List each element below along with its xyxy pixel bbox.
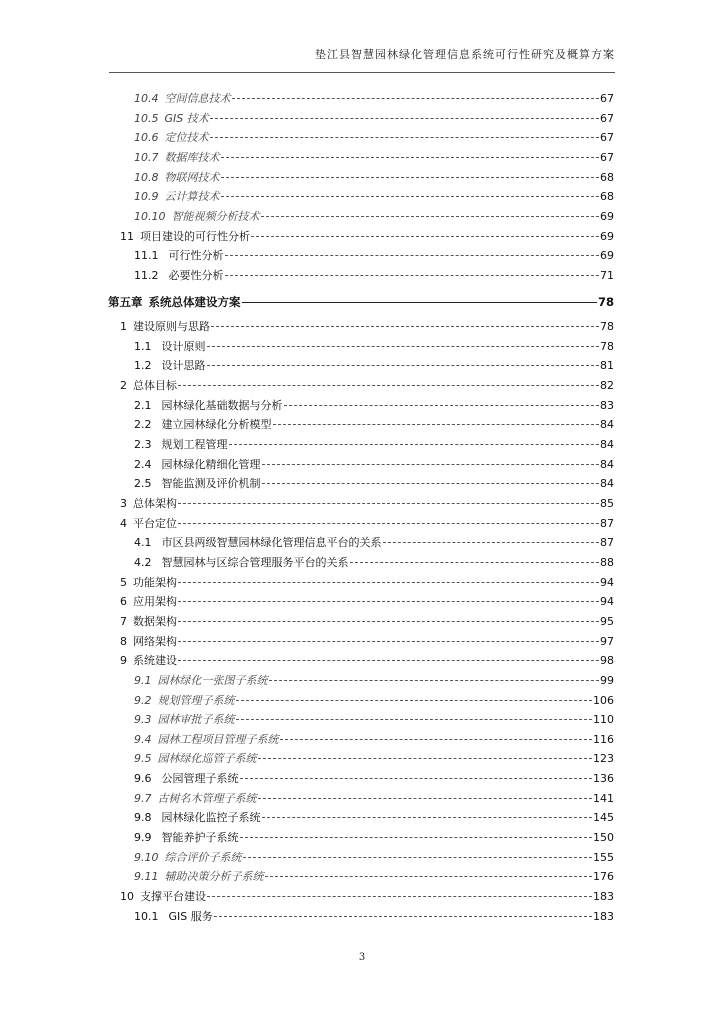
page-number: 3 [358,952,366,963]
toc-entry-title: 云计算技术 [164,190,220,204]
toc-entry-title: 空间信息技术 [164,92,231,105]
toc-entry[interactable] [134,269,614,283]
toc-entry-page: 88 [600,555,614,569]
toc-entry-title: 功能架构 [133,575,177,589]
toc-entry-title: 设计思路 [161,359,206,373]
toc-entry-page: 183 [593,909,614,923]
toc-entry[interactable] [134,418,614,432]
toc-leader-line [273,424,600,425]
toc-entry[interactable] [134,674,614,688]
toc-leader-line [178,621,599,622]
toc-entry[interactable] [120,635,614,649]
toc-entry-title: 系统建设 [133,654,177,668]
toc-leader-line [236,719,593,720]
toc-leader-line [265,876,593,877]
toc-entry-title: 建设原则与思路 [133,320,210,334]
toc-entry-page: 95 [600,614,614,628]
toc-entry[interactable] [120,654,614,668]
toc-entry-page: 87 [600,536,614,550]
toc-entry-page: 67 [600,131,614,145]
toc-entry-number: 4 [120,516,127,530]
toc-leader-line [229,444,600,445]
toc-entry[interactable] [134,171,614,185]
toc-entry-title: 规划管理子系统 [157,693,235,707]
toc-entry-number: 10.10 [134,209,166,223]
toc-entry[interactable] [134,733,614,747]
toc-entry[interactable] [134,752,614,766]
toc-entry-title: 物联网技术 [164,170,220,184]
toc-entry-title: 定位技术 [164,131,209,145]
toc-entry-title: 总体目标 [133,379,177,393]
toc-entry-page: 69 [600,209,614,223]
toc-entry-page: 136 [593,772,614,786]
toc-entry-number: 9.11 [134,870,159,884]
toc-entry-page: 78 [597,294,614,309]
toc-entry-number: 6 [120,595,127,609]
toc-entry-number: 11 [120,229,134,243]
toc-entry-number: 10.8 [134,170,159,184]
toc-entry-title: 项目建设的可行性分析 [140,229,250,243]
toc-entry[interactable] [134,694,614,708]
toc-entry[interactable] [134,438,614,452]
toc-leader-line [269,680,600,681]
toc-leader-line [262,817,593,818]
toc-entry-title: 网络架构 [133,634,177,648]
toc-entry-number: 9.5 [134,752,152,766]
toc-leader-line [240,837,593,838]
toc-entry[interactable] [134,112,614,126]
toc-entry-number: 4.2 [134,555,152,569]
toc-entry[interactable] [134,131,614,145]
toc-leader-line [242,302,597,303]
toc-entry-title: 可行性分析 [168,249,224,263]
toc-entry-title: GIS 服务 [168,909,213,923]
toc-entry-title: 园林工程项目管理子系统 [157,732,279,746]
toc-entry-number: 10.5 [134,111,159,125]
toc-entry-title: GIS 技术 [164,111,209,125]
toc-entry-page: 69 [600,229,614,243]
toc-leader-line [261,216,600,217]
toc-entry[interactable] [120,379,614,393]
toc-entry[interactable] [134,870,614,884]
toc-leader-line [211,326,599,327]
toc-entry-title: 公园管理子系统 [161,772,239,786]
toc-entry[interactable] [120,890,614,904]
toc-entry-title: 总体架构 [133,497,177,510]
toc-entry-number: 9.6 [134,772,152,786]
toc-leader-line [178,385,599,386]
toc-entry-title: 综合评价子系统 [164,850,242,864]
toc-leader-line [207,896,592,897]
toc-leader-line [178,582,599,583]
toc-entry-page: 123 [593,752,614,766]
toc-entry-number: 9.4 [134,732,152,746]
toc-leader-line [258,758,593,759]
toc-entry-title: 智能监测及评价机制 [161,477,261,491]
toc-entry-number: 2.1 [134,398,152,412]
toc-entry[interactable] [134,792,614,806]
toc-entry[interactable] [134,359,614,373]
toc-entry-page: 98 [600,654,614,668]
toc-entry-number: 1 [120,320,127,334]
toc-leader-line [221,157,600,158]
toc-leader-line [280,739,593,740]
toc-entry[interactable] [120,320,614,334]
toc-entry[interactable] [134,210,614,224]
toc-entry[interactable] [134,399,614,413]
toc-entry-title: 园林绿化基础数据与分析 [161,398,283,412]
toc-entry[interactable] [134,92,614,106]
toc-entry-page: 97 [600,634,614,648]
toc-entry[interactable] [134,536,614,550]
toc-entry-page: 84 [600,477,614,491]
toc-entry-number: 3 [120,497,127,510]
toc-entry[interactable] [134,556,614,570]
toc-entry-title: 市区县两级智慧园林绿化管理信息平台的关系 [161,536,382,550]
toc-leader-line [225,275,600,276]
toc-entry-number: 2.5 [134,477,152,491]
toc-leader-line [207,346,600,347]
toc-entry-number: 9 [120,654,127,668]
toc-entry-page: 78 [600,320,614,334]
toc-entry-page: 99 [600,673,614,687]
header-divider [109,72,615,73]
toc-leader-line [210,137,600,138]
toc-entry[interactable] [134,340,614,354]
toc-entry-number: 9.9 [134,831,152,845]
toc-entry[interactable] [120,615,614,629]
toc-entry[interactable] [134,910,614,924]
toc-entry-page: 141 [593,791,614,805]
toc-entry[interactable] [120,517,614,531]
toc-leader-line [178,503,599,504]
toc-chapter-entry[interactable] [108,295,614,309]
toc-entry-title: 园林绿化巡管子系统 [157,752,257,766]
toc-entry-number: 10.4 [134,92,159,105]
toc-entry-page: 68 [600,190,614,204]
toc-entry-page: 69 [600,249,614,263]
toc-entry-title: 智慧园林与区综合管理服务平台的关系 [161,555,349,569]
toc-leader-line [243,857,593,858]
toc-entry-title: 园林绿化监控子系统 [161,811,261,825]
toc-entry-page: 67 [600,111,614,125]
toc-entry-number: 1.1 [134,339,152,353]
toc-entry-title: 应用架构 [133,595,177,609]
toc-entry-title: 园林绿化一张图子系统 [157,673,268,687]
toc-entry-number: 9.3 [134,713,152,727]
toc-entry-page: 176 [593,870,614,884]
toc-entry[interactable] [134,811,614,825]
toc-entry-title: 平台定位 [133,516,177,530]
toc-entry-number: 4.1 [134,536,152,550]
toc-entry-number: 5 [120,575,127,589]
toc-entry-number: 2.3 [134,438,152,452]
toc-entry-title: 古树名木管理子系统 [157,791,257,805]
toc-entry-page: 78 [600,339,614,353]
toc-leader-line [221,196,600,197]
toc-entry-number: 10.9 [134,190,159,204]
toc-entry-title: 建立园林绿化分析模型 [161,418,272,432]
toc-entry-number: 11.1 [134,249,159,263]
toc-entry-title: 智能视频分析技术 [171,209,260,223]
toc-entry-number: 1.2 [134,359,152,373]
toc-leader-line [258,798,593,799]
toc-entry[interactable] [134,713,614,727]
toc-entry[interactable] [134,458,614,472]
toc-entry-page: 155 [593,850,614,864]
toc-entry[interactable] [134,831,614,845]
toc-entry-title: 必要性分析 [168,268,224,282]
toc-entry-number: 10.6 [134,131,159,145]
toc-leader-line [284,405,600,406]
toc-entry-page: 81 [600,359,614,373]
toc-entry-page: 67 [600,150,614,164]
toc-entry-page: 94 [600,575,614,589]
toc-entry-number: 2 [120,379,127,393]
toc-entry-page: 183 [593,890,614,903]
toc-entry[interactable] [120,230,614,244]
toc-leader-line [221,177,600,178]
toc-leader-line [350,562,600,563]
toc-leader-line [240,778,593,779]
toc-entry-title: 支撑平台建设 [140,890,206,903]
toc-entry[interactable] [134,151,614,165]
toc-leader-line [210,118,599,119]
toc-leader-line [207,365,600,366]
toc-entry[interactable] [134,190,614,204]
toc-entry-number: 10.1 [134,909,159,923]
toc-entry-number: 10.7 [134,150,159,164]
toc-entry-page: 68 [600,170,614,184]
toc-entry-page: 110 [593,713,614,727]
toc-entry-number: 9.2 [134,693,152,707]
toc-entry-title: 数据库技术 [164,150,220,164]
toc-entry-number: 7 [120,614,127,628]
toc-entry-page: 87 [600,516,614,530]
toc-entry[interactable] [120,497,614,511]
toc-entry-page: 82 [600,379,614,393]
toc-leader-line [232,98,600,99]
running-header: 垫江县智慧园林绿化管理信息系统可行性研究及概算方案 [315,48,615,61]
toc-entry-number: 10 [120,890,134,903]
toc-entry-title: 系统总体建设方案 [148,294,241,309]
toc-leader-line [236,700,593,701]
toc-entry-title: 园林审批子系统 [157,713,235,727]
toc-entry-page: 85 [600,497,614,510]
toc-leader-line [214,916,592,917]
toc-entry-page: 94 [600,595,614,609]
toc-entry-number: 第五章 [108,294,143,309]
toc-leader-line [178,660,599,661]
toc-entry-number: 11.2 [134,268,159,282]
toc-entry-page: 145 [593,811,614,825]
toc-entry-page: 84 [600,438,614,452]
toc-entry-title: 数据架构 [133,614,177,628]
toc-leader-line [178,641,599,642]
toc-entry-number: 8 [120,634,127,648]
toc-entry-page: 67 [600,92,614,105]
toc-entry[interactable] [134,772,614,786]
toc-entry-title: 辅助决策分析子系统 [164,870,264,884]
toc-entry-number: 9.1 [134,673,152,687]
toc-entry-page: 84 [600,418,614,432]
toc-leader-line [262,464,600,465]
toc-leader-line [178,601,599,602]
toc-entry-page: 106 [593,693,614,707]
toc-entry-number: 9.7 [134,791,152,805]
toc-entry-page: 71 [600,268,614,282]
toc-entry[interactable] [120,595,614,609]
toc-entry-page: 150 [593,831,614,845]
toc-leader-line [225,255,600,256]
toc-entry-number: 9.8 [134,811,152,825]
toc-entry[interactable] [134,249,614,263]
toc-leader-line [178,523,599,524]
toc-entry-number: 2.4 [134,457,152,471]
toc-entry[interactable] [120,576,614,590]
toc-entry-number: 2.2 [134,418,152,432]
toc-leader-line [262,483,600,484]
toc-entry-page: 116 [593,732,614,746]
toc-entry-title: 智能养护子系统 [161,831,239,845]
toc-leader-line [251,236,599,237]
toc-entry[interactable] [134,477,614,491]
toc-entry-title: 设计原则 [161,339,206,353]
toc-entry[interactable] [134,851,614,865]
toc-leader-line [383,542,600,543]
toc-entry-title: 规划工程管理 [161,438,228,452]
toc-entry-title: 园林绿化精细化管理 [161,457,261,471]
toc-entry-page: 84 [600,457,614,471]
toc-entry-number: 9.10 [134,850,159,864]
toc-entry-page: 83 [600,398,614,412]
